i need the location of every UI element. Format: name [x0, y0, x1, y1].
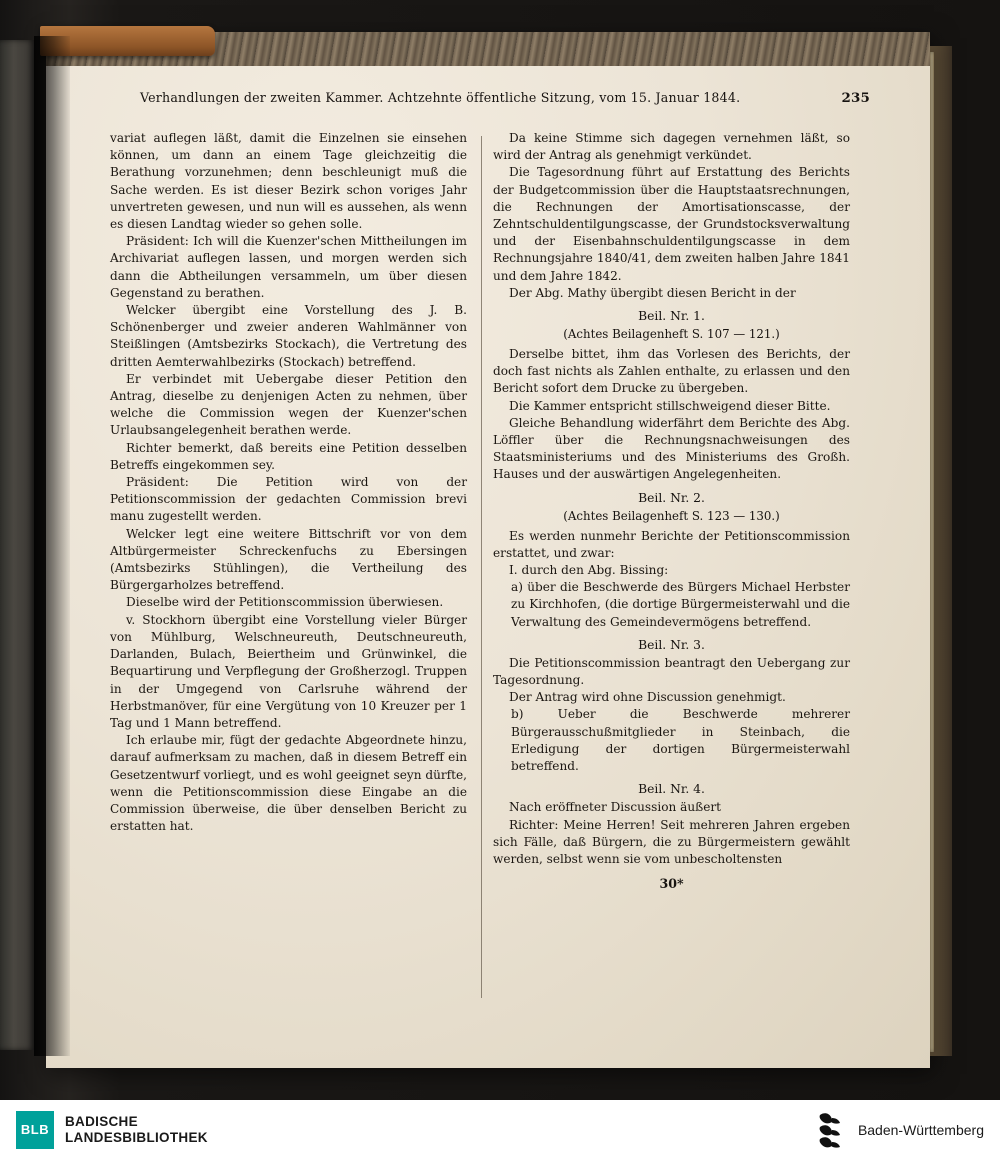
body-paragraph: Nach eröffneter Discussion äußert: [509, 800, 722, 815]
body-paragraph: Die Petitionscommission beantragt den Uebergang zur Tagesordnung.: [493, 655, 850, 688]
leather-spine-corner: [40, 26, 215, 56]
body-paragraph: b) Ueber die Beschwerde mehrerer Bürgerausschußmitglieder in Steinbach, die Erledigung der dortigen Bürgermeisterwahl betreffend.: [511, 707, 850, 774]
two-column-body: [110, 130, 870, 1000]
viewer-footer-bar: [0, 1100, 1000, 1159]
body-paragraph: Richter bemerkt, daß bereits eine Petition desselben Betreffs eingekommen sey.: [110, 440, 467, 472]
body-paragraph: Der Antrag wird ohne Discussion genehmigt.: [509, 690, 786, 705]
library-name-line2: LANDESBIBLIOTHEK: [65, 1129, 208, 1145]
griffin-crest-icon: [814, 1111, 848, 1149]
section-heading: Beil. Nr. 3.: [638, 637, 705, 652]
body-paragraph: Welcker übergibt eine Vorstellung des J. B. Schönenberger und zweier anderen Wahlmänner von Steißlingen (Amtsbezirks Stockach), die Vertretung des dritten Aemterwahlbezirks (Stockach) betreffend.: [110, 303, 467, 369]
body-paragraph: Dieselbe wird der Petitionscommission überwiesen.: [126, 595, 444, 610]
body-paragraph: Präsident: Ich will die Kuenzer'schen Mittheilungen im Archivariat auflegen lassen, und morgen werden sich dann die Abtheilungen versammeln, um über diesen Gegenstand zu berathen.: [110, 234, 467, 300]
state-name: Baden-Württemberg: [857, 1121, 984, 1138]
body-paragraph: Da keine Stimme sich dagegen vernehmen läßt, so wird der Antrag als genehmigt verkündet.: [493, 131, 850, 163]
body-paragraph: Es werden nunmehr Berichte der Petitionscommission erstattet, und zwar:: [493, 528, 850, 560]
state-branding[interactable]: [814, 1111, 984, 1149]
body-paragraph: Richter: Meine Herren! Seit mehreren Jahren ergeben sich Fälle, daß Bürgern, die zu Bürgermeistern gewählt werden, selbst wenn sie vom unbescholtensten: [493, 817, 850, 866]
body-paragraph: v. Stockhorn übergibt eine Vorstellung vieler Bürger von Mühlburg, Welschneureuth, Deutschneureuth, Darlanden, Bulach, Beiertheim und Grünwinkel, die Bequartirung und Verpflegung der Großherzogl. Truppen in der Umgegend von Carlsruhe während der Herbstmanöver, für eine Vergütung von 10 Kreuzer per 1 Tag und 1 Mann betreffend.: [110, 612, 467, 730]
running-head-title: Verhandlungen der zweiten Kammer. Achtzehnte öffentliche Sitzung, vom 15. Januar 1844.: [140, 90, 741, 105]
body-paragraph: Die Kammer entspricht stillschweigend dieser Bitte.: [509, 398, 831, 413]
body-paragraph: Der Abg. Mathy übergibt diesen Bericht in der: [509, 285, 796, 300]
body-paragraph: Welcker legt eine weitere Bittschrift vor von dem Altbürgermeister Schreckenfuchs zu Ebersingen (Amtsbezirks Stühlingen), die Vertheilung des Bürgergarholzes betreffend.: [110, 526, 467, 593]
body-paragraph: variat auflegen läßt, damit die Einzelnen sie einsehen können, um dann an einem Tage gleichzeitig die Berathung vorzunehmen; denn beschleunigt muß die Sache werden. Es ist dieser Bezirk schon voriges Jahr unvertreten gewesen, und nun will es aussehen, als wenn es diesen Landtag wieder so gehen solle.: [110, 131, 467, 232]
column-rule: [481, 136, 482, 998]
body-paragraph: Gleiche Behandlung widerfährt dem Berichte des Abg. Löffler über die Rechnungsnachweisungen des Staatsministeriums und des Ministeriums des Großh. Hauses und der auswärtigen Angelegenheiten.: [493, 415, 850, 482]
library-name-line1: BADISCHE: [65, 1113, 138, 1129]
body-paragraph: Derselbe bittet, ihm das Vorlesen des Berichts, der doch fast nichts als Zahlen enthalte, zu erlassen und den Bericht sofort dem Drucke zu übergeben.: [493, 347, 850, 396]
body-paragraph: I. durch den Abg. Bissing:: [509, 563, 669, 578]
right-column: [493, 130, 850, 1000]
library-branding[interactable]: [16, 1111, 208, 1149]
adjacent-page-edge: [0, 40, 34, 1050]
section-heading: Beil. Nr. 1.: [638, 309, 705, 324]
blb-logo-icon: BLB: [16, 1111, 54, 1149]
body-paragraph: Präsident: Die Petition wird von der Petitionscommission der gedachten Commission brevi manu zugestellt werden.: [110, 475, 467, 524]
body-paragraph: Ich erlaube mir, fügt der gedachte Abgeordnete hinzu, darauf aufmerksam zu machen, daß in diesem Betreff ein Gesetzentwurf vorliegt, und es wohl geeignet seyn dürfte, wenn die Petitionscommission diese Eingabe an die Commission überweise, die über denselben Bericht zu erstatten hat.: [110, 733, 467, 834]
section-heading: (Achtes Beilagenheft S. 123 — 130.): [563, 508, 780, 523]
section-heading: Beil. Nr. 2.: [638, 490, 705, 505]
body-paragraph: Die Tagesordnung führt auf Erstattung des Berichts der Budgetcommission über die Hauptstaatsrechnungen, die Rechnungen der Amortisationscasse, der Zehntschuldentilgungscasse, der Grundstocksverwaltung und der Eisenbahnschuldentilgungscasse in dem Rechnungsjahre 1840/41, dem zweiten halben Jahre 1841 und dem Jahre 1842.: [493, 165, 850, 283]
body-paragraph: Er verbindet mit Uebergabe dieser Petition den Antrag, dieselbe zu denjenigen Acten zu nehmen, über welche die Commission wegen der Kuenzer'schen Urlaubsangelegenheit berathen werde.: [110, 371, 467, 438]
signature-mark: 30*: [659, 876, 684, 892]
section-heading: Beil. Nr. 4.: [638, 782, 705, 797]
left-column: [110, 130, 467, 1000]
library-name: [65, 1114, 208, 1146]
running-head: [110, 92, 870, 118]
section-heading: (Achtes Beilagenheft S. 107 — 121.): [563, 327, 780, 342]
page-number: 235: [841, 90, 870, 106]
body-paragraph: a) über die Beschwerde des Bürgers Michael Herbster zu Kirchhofen, (die dortige Bürgermeisterwahl und die Verwaltung des Gemeindevermögens betreffend.: [511, 580, 850, 629]
page-text-block: [110, 92, 870, 1022]
